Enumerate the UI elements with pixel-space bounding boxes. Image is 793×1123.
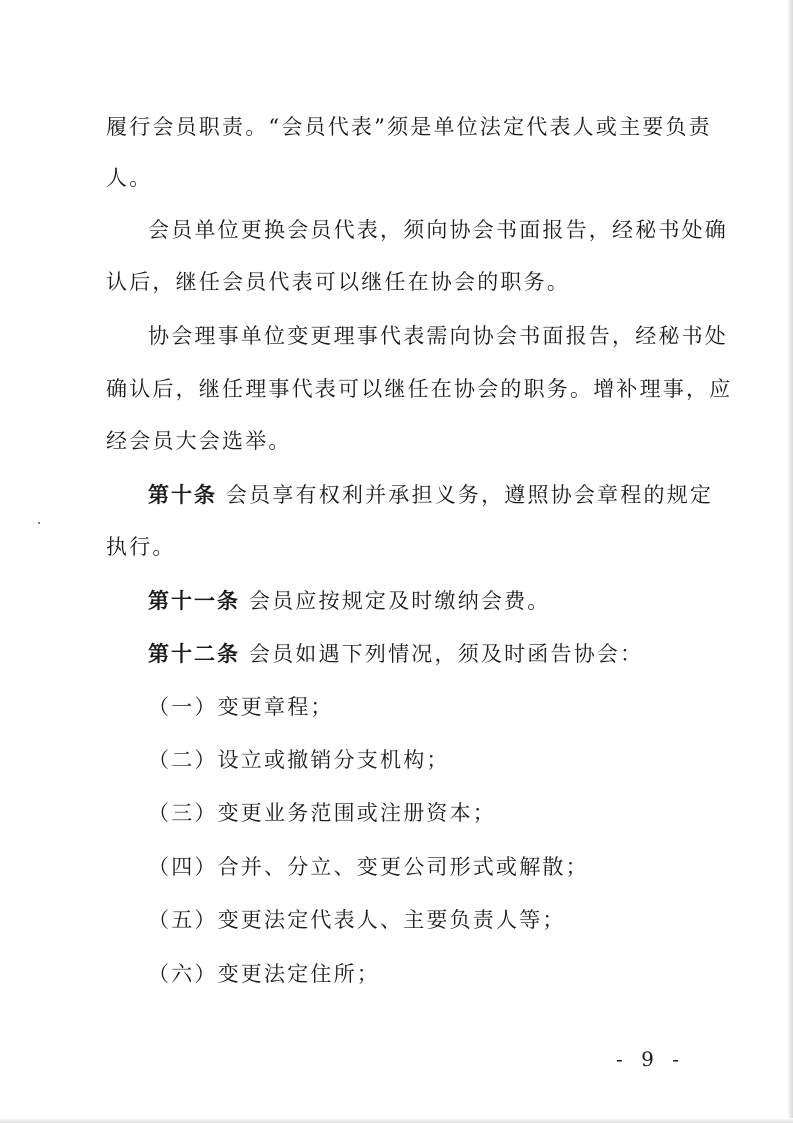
article-11-text: 会员应按规定及时缴纳会费。	[248, 589, 551, 613]
article-11-heading: 第十一条	[148, 589, 240, 613]
list-item: （一）变更章程；	[148, 695, 334, 719]
article-10-heading: 第十条	[148, 483, 217, 507]
paragraph-line: 认后，继任会员代表可以继任在协会的职务。	[106, 270, 570, 294]
article-11-line	[148, 587, 551, 615]
article-10-line	[148, 481, 713, 509]
article-12-text: 会员如遇下列情况，须及时函告协会：	[248, 642, 644, 666]
page-number: - 9 -	[616, 1047, 685, 1071]
scan-bottom-shadow	[0, 1118, 793, 1123]
article-10-continuation: 执行。	[106, 535, 176, 559]
scan-edge-shadow	[787, 0, 793, 1123]
paragraph-line: 协会理事单位变更理事代表需向协会书面报告，经秘书处	[148, 324, 728, 348]
list-item: （四）合并、分立、变更公司形式或解散；	[148, 855, 589, 879]
paragraph-line: 经会员大会选举。	[106, 429, 292, 453]
paragraph-line: 履行会员职责。“会员代表”须是单位法定代表人或主要负责	[106, 115, 712, 139]
list-item: （三）变更业务范围或注册资本；	[148, 801, 496, 825]
list-item: （五）变更法定代表人、主要负责人等；	[148, 908, 566, 932]
list-item: （六）变更法定住所；	[148, 962, 380, 986]
article-10-text: 会员享有权利并承担义务，遵照协会章程的规定	[225, 483, 714, 507]
list-item: （二）设立或撤销分支机构；	[148, 748, 450, 772]
scan-speck	[38, 522, 40, 524]
paragraph-line: 确认后，继任理事代表可以继任在协会的职务。增补理事，应	[106, 377, 733, 401]
article-12-line	[148, 640, 643, 668]
article-12-heading: 第十二条	[148, 642, 240, 666]
paragraph-line: 人。	[106, 166, 153, 190]
paragraph-line: 会员单位更换会员代表，须向协会书面报告，经秘书处确	[148, 218, 728, 242]
